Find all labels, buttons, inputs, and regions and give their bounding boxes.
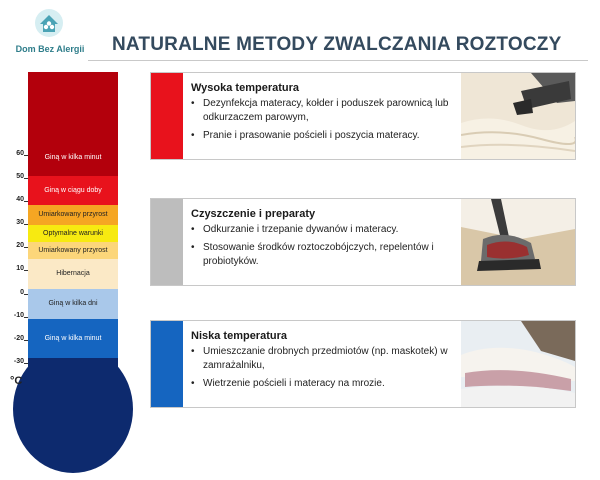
tick-label: -30 (13, 358, 24, 365)
thermometer-stem-bottom (28, 358, 118, 398)
card-high-temperature (150, 72, 576, 160)
thermo-segment-moderate-growth-high: Umiarkowany przyrost (28, 205, 118, 225)
thermo-segment-optimal: Optymalne warunki (28, 225, 118, 242)
tick-label: 60 (16, 150, 24, 157)
logo-text: Dom Bez Alergii (15, 44, 85, 54)
card-color-strip (151, 73, 183, 159)
card-low-temperature (150, 320, 576, 408)
thermo-segment-top (28, 72, 118, 139)
tick-mark (24, 178, 28, 179)
tick-mark (24, 270, 28, 271)
thermo-segment-dies-days: Giną w kilka dni (28, 289, 118, 319)
tick-mark (24, 294, 28, 295)
tick-mark (24, 224, 28, 225)
bedding-in-snow-photo (461, 321, 575, 407)
card-title: Niska temperatura (191, 330, 287, 342)
thermo-segment-dies-minutes-cold: Giną w kilka minut (28, 319, 118, 358)
card-cleaning (150, 198, 576, 286)
tick-label: 50 (16, 173, 24, 180)
tick-label: 10 (16, 265, 24, 272)
tick-mark (24, 155, 28, 156)
list-item: • Stosowanie środków roztoczobójczych, repelentów i probiotyków. (191, 241, 463, 269)
thermometer (0, 0, 140, 480)
tick-mark (24, 340, 28, 341)
thermo-segment-dies-minutes-hot: Giną w kilka minut (28, 139, 118, 176)
list-item: • Odkurzanie i trzepanie dywanów i materacy. (191, 223, 463, 237)
vacuum-cleaner-photo (461, 199, 575, 285)
tick-mark (24, 201, 28, 202)
tick-label: -20 (13, 335, 24, 342)
thermo-segment-dies-day: Giną w ciągu doby (28, 176, 118, 205)
tick-label: 0 (20, 289, 24, 296)
tick-label: 30 (16, 219, 24, 226)
card-color-strip (151, 199, 183, 285)
list-item: • Umieszczanie drobnych przedmiotów (np. maskotek) w zamrażalniku, (191, 345, 463, 373)
card-list (191, 223, 463, 273)
unit-label: °C (10, 375, 23, 387)
page-title: NATURALNE METODY ZWALCZANIA ROZTOCZY (112, 34, 562, 55)
card-list (191, 97, 463, 147)
title-divider (88, 60, 588, 61)
tick-label: 20 (16, 242, 24, 249)
thermo-segment-moderate-growth-low: Umiarkowany przyrost (28, 242, 118, 259)
list-item: • Wietrzenie pościeli i materacy na mrozie. (191, 377, 463, 391)
card-list (191, 345, 463, 395)
thermo-segment-hibernation: Hibernacja (28, 259, 118, 289)
tick-mark (24, 317, 28, 318)
tick-mark (24, 247, 28, 248)
card-title: Wysoka temperatura (191, 82, 300, 94)
tick-label: -10 (13, 312, 24, 319)
list-item: • Pranie i prasowanie pościeli i poszycia materacy. (191, 129, 463, 143)
steam-cleaner-photo (461, 73, 575, 159)
tick-label: 40 (16, 196, 24, 203)
tick-mark (24, 363, 28, 364)
card-color-strip (151, 321, 183, 407)
card-title: Czyszczenie i preparaty (191, 208, 316, 220)
list-item: • Dezynfekcja materacy, kołder i poduszek parownicą lub odkurzaczem parowym, (191, 97, 463, 125)
